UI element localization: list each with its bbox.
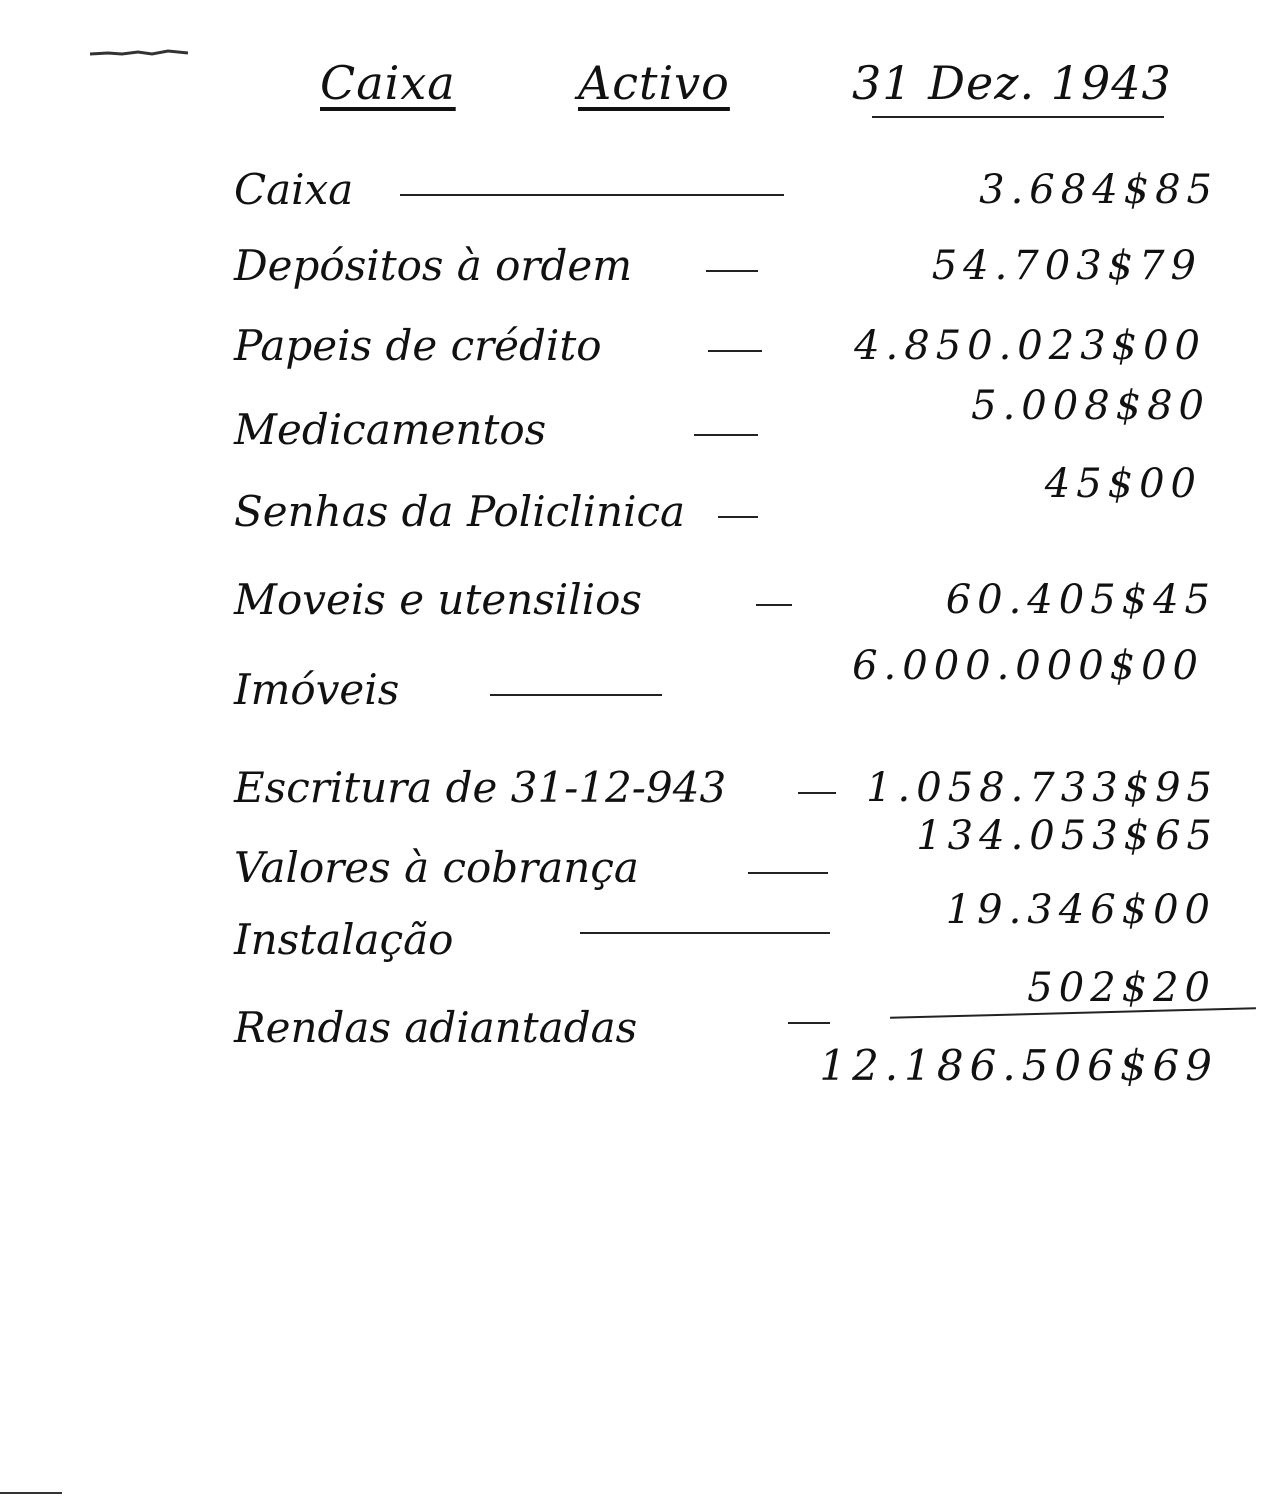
date-underline <box>872 116 1164 118</box>
ledger-label: Caixa <box>234 165 354 214</box>
ledger-label: Senhas da Policlinica <box>234 487 686 536</box>
ledger-amount: 45$00 <box>1044 461 1202 507</box>
ledger-amount: 1.058.733$95 <box>866 765 1218 811</box>
leader-line <box>756 604 792 606</box>
ledger-amount: 5.008$80 <box>971 383 1210 429</box>
ledger-amount: 3.684$85 <box>979 167 1218 213</box>
ledger-amount: 6.000.000$00 <box>852 643 1204 689</box>
header-title: Caixa <box>320 56 456 110</box>
ledger-amount: 4.850.023$00 <box>854 323 1206 369</box>
ledger-label: Instalação <box>234 915 454 964</box>
ledger-label: Moveis e utensilios <box>234 575 642 624</box>
ledger-label: Imóveis <box>234 665 400 714</box>
leader-line <box>694 434 758 436</box>
ledger-total: 12.186.506$69 <box>819 1041 1218 1090</box>
ledger-label: Rendas adiantadas <box>234 1003 638 1052</box>
ledger-row-papeis <box>0 316 1280 376</box>
ledger-row-caixa <box>0 160 1280 220</box>
ledger-label: Depósitos à ordem <box>234 241 633 290</box>
ledger-amount: 60.405$45 <box>945 577 1216 623</box>
leader-line <box>748 872 828 874</box>
ledger-row-depositos <box>0 236 1280 296</box>
ledger-amount: 54.703$79 <box>931 243 1202 289</box>
ledger-row-senhas <box>0 482 1280 542</box>
leader-line <box>706 270 758 272</box>
leader-line <box>708 350 762 352</box>
ledger-label: Medicamentos <box>234 405 547 454</box>
leader-line <box>788 1022 830 1024</box>
ledger-label: Papeis de crédito <box>234 321 602 370</box>
page-edge-mark <box>0 1492 62 1494</box>
leader-line <box>490 694 662 696</box>
ledger-row-moveis <box>0 570 1280 630</box>
leader-line <box>718 516 758 518</box>
ledger-row-imoveis <box>0 660 1280 720</box>
ledger-row-medicamentos <box>0 400 1280 460</box>
ledger-amount: 134.053$65 <box>916 813 1218 859</box>
header-date: 31 Dez. 1943 <box>852 56 1172 110</box>
leader-line <box>580 932 830 934</box>
ledger-label: Valores à cobrança <box>234 843 639 892</box>
leader-line <box>400 194 784 196</box>
leader-line <box>798 792 836 794</box>
ledger-label: Escritura de 31-12-943 <box>234 763 727 812</box>
ink-smudge <box>88 48 192 58</box>
ledger-amount: 19.346$00 <box>945 887 1216 933</box>
header-kind: Activo <box>578 56 730 110</box>
ledger-amount: 502$20 <box>1027 965 1216 1011</box>
